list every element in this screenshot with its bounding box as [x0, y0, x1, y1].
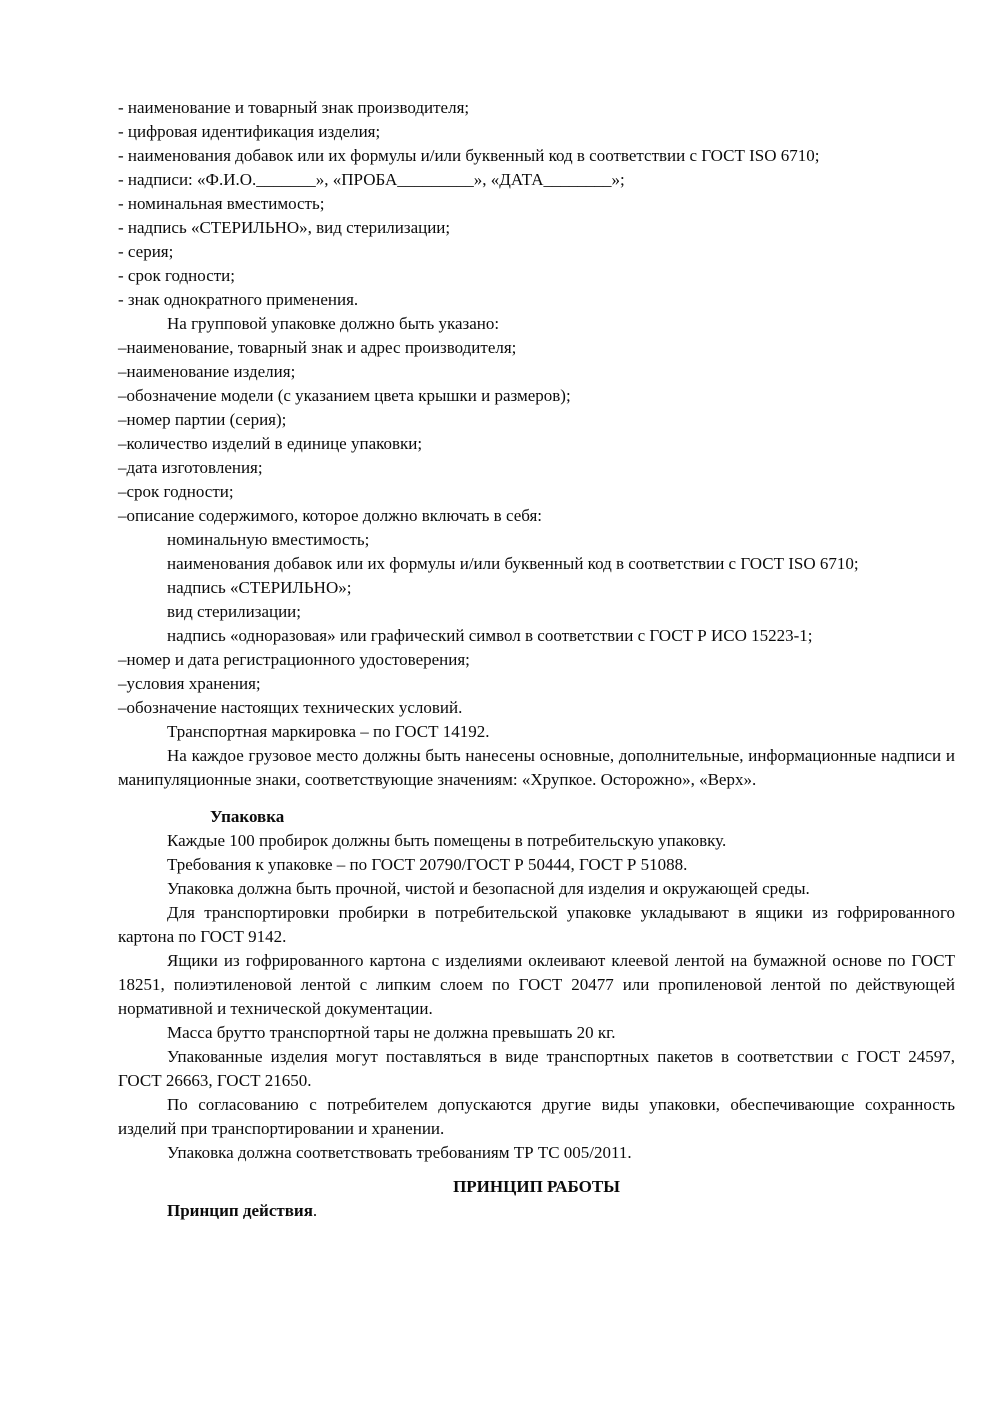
contents-item: надпись «одноразовая» или графический символ в соответствии с ГОСТ Р ИСО 15223-1;	[167, 626, 813, 645]
packaging-paragraph: Упаковка должна быть прочной, чистой и безопасной для изделия и окружающей среды.	[167, 879, 810, 898]
principle-subheading-period: .	[312, 1201, 318, 1220]
packaging-paragraph: По согласованию с потребителем допускаются другие виды упаковки, обеспечивающие сохранность изделий при транспортировании и хранении.	[118, 1095, 955, 1138]
packaging-paragraph: Упаковка должна соответствовать требованиям ТР ТС 005/2011.	[167, 1143, 632, 1162]
group-marking-item: –обозначение модели (с указанием цвета крышки и размеров);	[118, 386, 571, 405]
group-marking-item: –срок годности;	[118, 482, 234, 501]
packaging-heading: Упаковка	[210, 807, 285, 826]
marking-item: - надписи: «Ф.И.О._______», «ПРОБА_________», «ДАТА________»;	[118, 170, 625, 189]
group-marking-intro: На групповой упаковке должно быть указано:	[167, 314, 500, 333]
group-marking-item: –дата изготовления;	[118, 458, 263, 477]
principle-subheading-text: Принцип действия	[167, 1201, 313, 1220]
marking-item: - наименования добавок или их формулы и/или буквенный код в соответствии с ГОСТ ISO 6710;	[118, 146, 820, 165]
marking-item: - надпись «СТЕРИЛЬНО», вид стерилизации;	[118, 218, 451, 237]
contents-item: номинальную вместимость;	[167, 530, 370, 549]
group-marking-item: –номер партии (серия);	[118, 410, 287, 429]
marking-item: - цифровая идентификация изделия;	[118, 122, 381, 141]
contents-description-list	[118, 528, 955, 648]
marking-item: - знак однократного применения.	[118, 290, 359, 309]
principle-heading: ПРИНЦИП РАБОТЫ	[453, 1177, 620, 1196]
group-marking-list-tail	[118, 648, 955, 720]
group-marking-item: –номер и дата регистрационного удостоверения;	[118, 650, 470, 669]
packaging-section	[118, 829, 955, 1165]
transport-marking-paragraph: Транспортная маркировка – по ГОСТ 14192.	[167, 722, 490, 741]
group-marking-item: –наименование изделия;	[118, 362, 296, 381]
group-marking-list	[118, 336, 955, 528]
group-marking-item: –описание содержимого, которое должно включать в себя:	[118, 506, 543, 525]
packaging-paragraph: Для транспортировки пробирки в потребительской упаковке укладывают в ящики из гофрированного картона по ГОСТ 9142.	[118, 903, 955, 946]
packaging-paragraph: Требования к упаковке – по ГОСТ 20790/ГОСТ Р 50444, ГОСТ Р 51088.	[167, 855, 688, 874]
consumer-marking-list	[118, 96, 955, 312]
contents-item: наименования добавок или их формулы и/или буквенный код в соответствии с ГОСТ ISO 6710;	[167, 554, 859, 573]
group-marking-item: –обозначение настоящих технических условий.	[118, 698, 463, 717]
marking-item: - наименование и товарный знак производителя;	[118, 98, 470, 117]
principle-subheading	[118, 1199, 955, 1223]
packaging-paragraph: Масса брутто транспортной тары не должна превышать 20 кг.	[167, 1023, 616, 1042]
contents-item: надпись «СТЕРИЛЬНО»;	[167, 578, 352, 597]
packaging-paragraph: Ящики из гофрированного картона с изделиями оклеивают клеевой лентой на бумажной основе по ГОСТ 18251, полиэтиленовой лентой с липким слоем по ГОСТ 20477 или пропиленовой лентой по действующей нормативной и технической документации.	[118, 951, 955, 1018]
group-marking-item: –условия хранения;	[118, 674, 261, 693]
packaging-paragraph: Упакованные изделия могут поставляться в виде транспортных пакетов в соответствии с ГОСТ 24597, ГОСТ 26663, ГОСТ 21650.	[118, 1047, 955, 1090]
group-marking-item: –количество изделий в единице упаковки;	[118, 434, 423, 453]
cargo-marking-paragraph: На каждое грузовое место должны быть нанесены основные, дополнительные, информационные надписи и манипуляционные знаки, соответствующие значениям: «Хрупкое. Осторожно», «Верх».	[118, 746, 955, 789]
contents-item: вид стерилизации;	[167, 602, 301, 621]
marking-item: - срок годности;	[118, 266, 235, 285]
group-marking-item: –наименование, товарный знак и адрес производителя;	[118, 338, 517, 357]
marking-item: - номинальная вместимость;	[118, 194, 325, 213]
marking-item: - серия;	[118, 242, 174, 261]
packaging-paragraph: Каждые 100 пробирок должны быть помещены в потребительскую упаковку.	[167, 831, 727, 850]
